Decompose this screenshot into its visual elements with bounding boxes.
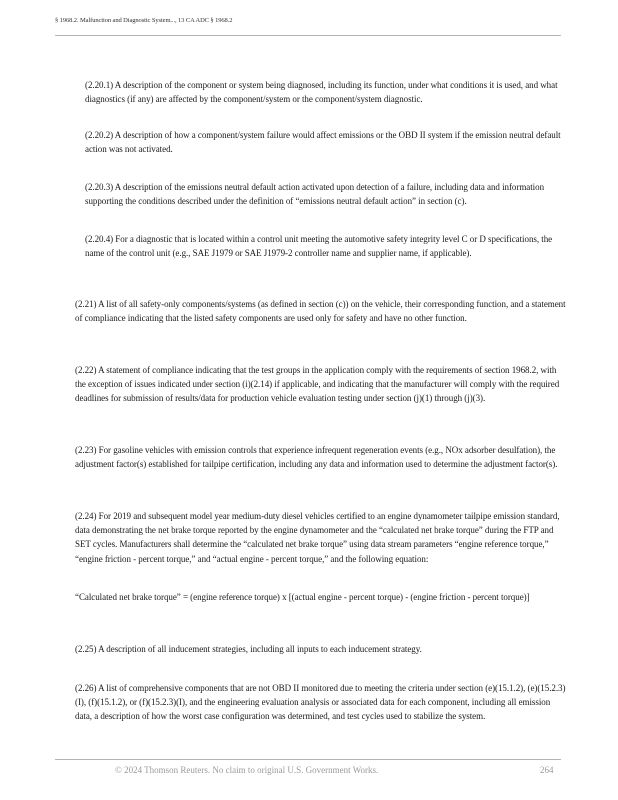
- paragraph-2-20-4: (2.20.4) For a diagnostic that is located within a control unit meeting the automotive safety integrity level C or D specifications, the name of the control unit (e.g., SAE J1979 or SAE J1979-2 controller name and supplier name, if applicable).: [85, 234, 553, 259]
- paragraph-2-20-3: (2.20.3) A description of the emissions neutral default action activated upon detection of a failure, including data and information supporting the conditions described under the definition of “emissions neutral default action” in section (c).: [85, 182, 545, 207]
- page-number: 264: [540, 765, 554, 775]
- paragraph-2-20-1: (2.20.1) A description of the component or system being diagnosed, including its function, under what conditions it is used, and what diagnostics (if any) are affected by the component/system or the component/system diagnostic.: [85, 80, 558, 105]
- paragraph-2-21: (2.21) A list of all safety-only components/systems (as defined in section (c)) on the vehicle, their corresponding function, and a statement of compliance indicating that the listed safety components are used only for safety and have no other function.: [75, 299, 566, 324]
- footer-copyright: © 2024 Thomson Reuters. No claim to original U.S. Government Works.: [115, 765, 379, 775]
- paragraph-2-25: (2.25) A description of all inducement strategies, including all inputs to each inducement strategy.: [75, 644, 422, 654]
- header-divider: [55, 35, 561, 36]
- running-header-citation: § 1968.2. Malfunction and Diagnostic System..., 13 CA ADC § 1968.2: [55, 17, 233, 24]
- paragraph-2-20-2: (2.20.2) A description of how a component/system failure would affect emissions or the OBD II system if the emission neutral default action was not activated.: [85, 130, 561, 155]
- footer-divider: [55, 759, 561, 760]
- paragraph-2-24-equation: “Calculated net brake torque” = (engine reference torque) x [(actual engine - percent torque) - (engine friction - percent torque)]: [75, 592, 530, 602]
- paragraph-2-23: (2.23) For gasoline vehicles with emission controls that experience infrequent regeneration events (e.g., NOx adsorber desulfation), the adjustment factor(s) established for tailpipe certification, including any data and information used to determine the adjustment factor(s).: [75, 445, 558, 470]
- paragraph-2-24: (2.24) For 2019 and subsequent model year medium-duty diesel vehicles certified to an engine dynamometer tailpipe emission standard, data demonstrating the net brake torque reported by the engine dynamometer and the “calculated net brake torque” during the FTP and SET cycles. Manufacturers shall determine the “calculated net brake torque” using data stream parameters “engine reference torque,” “engine friction - percent torque,” and “actual engine - percent torque,” and the following equation:: [75, 511, 560, 564]
- paragraph-2-26: (2.26) A list of comprehensive components that are not OBD II monitored due to meeting the criteria under section (e)(15.1.2), (e)(15.2.3)(I), (f)(15.1.2), or (f)(15.2.3)(I), and the engineering evaluation analysis or associated data for each component, including all emission data, a description of how the worst case configuration was determined, and test cycles used to stabilize the system.: [75, 683, 566, 722]
- paragraph-2-22: (2.22) A statement of compliance indicating that the test groups in the application comply with the requirements of section 1968.2, with the exception of issues indicated under section (i)(2.14) if applicable, and indicating that the manufacturer will comply with the required deadlines for submission of results/data for production vehicle evaluation testing under section (j)(1) through (j)(3).: [75, 365, 560, 404]
